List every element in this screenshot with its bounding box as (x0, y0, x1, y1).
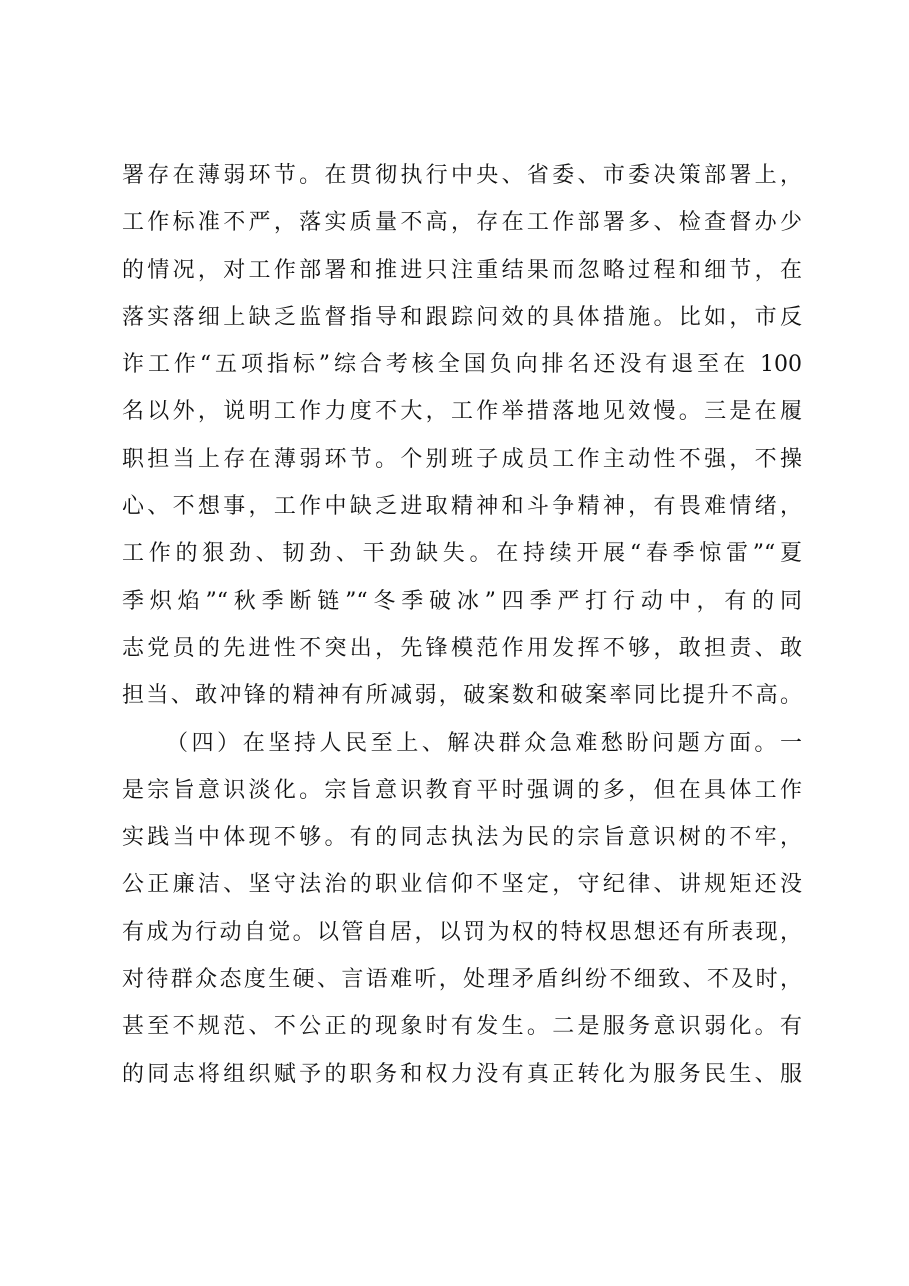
text-line: 是宗旨意识淡化。宗旨意识教育平时强调的多，但在具体工作 (122, 777, 802, 803)
body-text (122, 152, 802, 1098)
text-line: 诈工作“五项指标”综合考核全国负向排名还没有退至在 100 (122, 352, 802, 378)
text-line: 公正廉洁、坚守法治的职业信仰不坚定，守纪律、讲规矩还没 (122, 872, 802, 898)
text-line: 工作标准不严，落实质量不高，存在工作部署多、检查督办少 (122, 210, 802, 236)
text-line: 的同志将组织赋予的职务和权力没有真正转化为服务民生、服 (122, 1061, 802, 1087)
text-line: 工作的狠劲、韧劲、干劲缺失。在持续开展“春季惊雷”“夏 (122, 541, 802, 567)
text-line: 署存在薄弱环节。在贯彻执行中央、省委、市委决策部署上， (122, 163, 802, 188)
text-line: 季炽焰”“秋季断链”“冬季破冰”四季严打行动中，有的同 (122, 588, 802, 614)
text-line: 职担当上存在薄弱环节。个别班子成员工作主动性不强，不操 (122, 446, 802, 472)
text-line: 有成为行动自觉。以管自居，以罚为权的特权思想还有所表现， (122, 919, 802, 945)
text-line: 志党员的先进性不突出，先锋模范作用发挥不够，敢担责、敢 (122, 635, 802, 661)
text-line: 落实落细上缺乏监督指导和跟踪问效的具体措施。比如，市反 (122, 304, 802, 330)
text-line: 实践当中体现不够。有的同志执法为民的宗旨意识树的不牢， (122, 825, 802, 851)
text-line: 担当、敢冲锋的精神有所减弱，破案数和破案率同比提升不高。 (122, 683, 802, 709)
text-line: 甚至不规范、不公正的现象时有发生。二是服务意识弱化。有 (122, 1014, 802, 1040)
text-line: 名以外，说明工作力度不大，工作举措落地见效慢。三是在履 (122, 399, 802, 425)
text-line: 对待群众态度生硬、言语难听，处理矛盾纠纷不细致、不及时， (122, 967, 802, 993)
text-line: 的情况，对工作部署和推进只注重结果而忽略过程和细节，在 (122, 257, 802, 283)
section-heading-line: （四）在坚持人民至上、解决群众急难愁盼问题方面。一 (166, 730, 802, 756)
text-line: 心、不想事，工作中缺乏进取精神和斗争精神，有畏难情绪， (122, 494, 802, 520)
